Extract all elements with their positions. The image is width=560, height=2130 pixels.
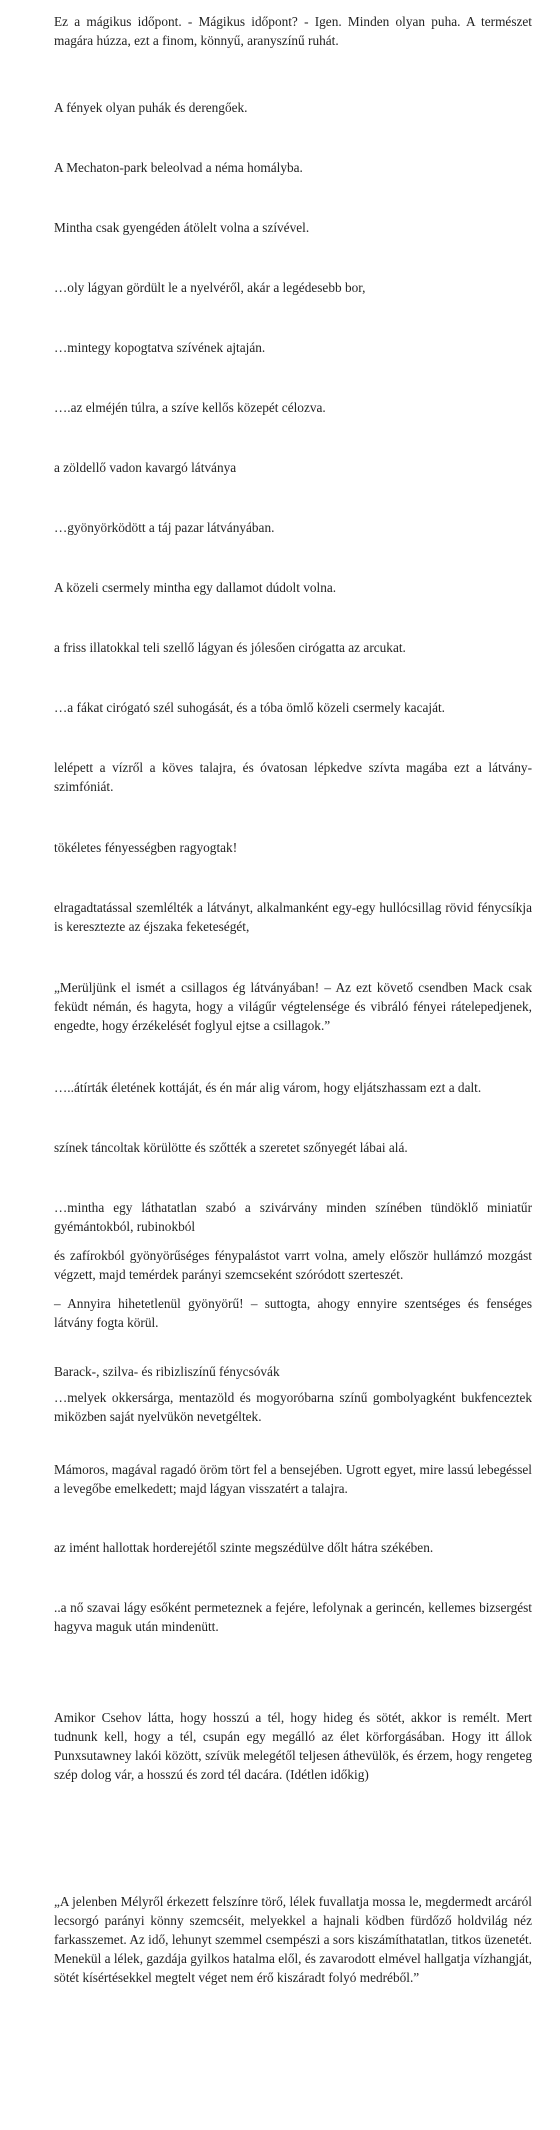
paragraph-19: …mintha egy láthatatlan szabó a szivárvány minden színében tündöklő miniatűr gyémántokból, rubinokból	[54, 1200, 532, 1234]
paragraph-4: Mintha csak gyengéden átölelt volna a szívével.	[54, 220, 310, 235]
paragraph-25: az imént hallottak horderejétől szinte megszédülve dőlt hátra székében.	[54, 1540, 434, 1555]
paragraph-11: a friss illatokkal teli szellő lágyan és jólesően cirógatta az arcukat.	[54, 640, 406, 655]
paragraph-7: ….az elméjén túlra, a szíve kellős közepét célozva.	[54, 400, 326, 415]
paragraph-27: Amikor Csehov látta, hogy hosszú a tél, hogy hideg és sötét, akkor is remélt. Mert tudnunk kell, hogy a tél, csupán egy megálló az élet körforgásában. Hogy itt állok Punxsutawney lakói között, szívük melegétől teljesen áthevülök, és érzem, hogy rengeteg szép dolog vár, a hosszú és zord tél dacára. (Idétlen időkig)	[54, 1710, 532, 1782]
paragraph-3: A Mechaton-park beleolvad a néma homályba.	[54, 160, 303, 175]
paragraph-21: – Annyira hihetetlenül gyönyörű! – suttogta, ahogy ennyire szentséges és fenséges látvány fogta körül.	[54, 1296, 532, 1330]
paragraph-26: ..a nő szavai lágy esőként permeteznek a fejére, lefolynak a gerincén, kellemes bizsergést hagyva maguk után mindenütt.	[54, 1600, 532, 1634]
paragraph-17: …..átírták életének kottáját, és én már alig várom, hogy eljátszhassam ezt a dalt.	[54, 1080, 482, 1095]
paragraph-23: …melyek okkersárga, mentazöld és mogyoróbarna színű gombolyagként bukfenceztek miközben saját nyelvükön nevetgéltek.	[54, 1390, 532, 1424]
paragraph-9: …gyönyörködött a táj pazar látványában.	[54, 520, 275, 535]
paragraph-5: …oly lágyan gördült le a nyelvéről, akár a legédesebb bor,	[54, 280, 366, 295]
paragraph-16: „Merüljünk el ismét a csillagos ég látványában! – Az ezt követő csendben Mack csak feküdt némán, és hagyta, hogy a világűr végtelensége és vibráló fényei rátelepedjenek, engedte, hogy érzékelését foglyul ejtse a csillagok.”	[54, 980, 532, 1033]
paragraph-1: Ez a mágikus időpont. - Mágikus időpont? - Igen. Minden olyan puha. A természet magára húzza, ezt a finom, könnyű, aranyszínű ruhát.	[54, 14, 532, 48]
paragraph-20: és zafírokból gyönyörűséges fénypalástot varrt volna, amely először hullámzó mozgást végzett, majd temérdek parányi szemcseként szóródott szerteszét.	[54, 1248, 532, 1282]
paragraph-2: A fények olyan puhák és derengőek.	[54, 100, 248, 115]
paragraph-14: tökéletes fényességben ragyogtak!	[54, 840, 238, 855]
paragraph-15: elragadtatással szemlélték a látványt, alkalmanként egy-egy hullócsillag rövid fénycsíkja is keresztezte az éjszaka feketeségét,	[54, 900, 532, 934]
paragraph-12: …a fákat cirógató szél suhogását, és a tóba ömlő közeli csermely kacaját.	[54, 700, 445, 715]
paragraph-24: Mámoros, magával ragadó öröm tört fel a bensejében. Ugrott egyet, mire lassú lebegéssel a levegőbe emelkedett; majd lágyan visszatért a talajra.	[54, 1462, 532, 1496]
paragraph-8: a zöldellő vadon kavargó látványa	[54, 460, 237, 475]
paragraph-6: …mintegy kopogtatva szívének ajtaján.	[54, 340, 266, 355]
paragraph-13: lelépett a vízről a köves talajra, és óvatosan lépkedve szívta magába ezt a látvány-szimfóniát.	[54, 760, 532, 794]
paragraph-28: „A jelenben Mélyről érkezett felszínre törő, lélek fuvallatja mossa le, megdermedt arcáról lecsorgó parányi könny szemcséit, melyekkel a hajnali ködben fürdőző holdvilág néz farkasszemet. Az idő, lehunyt szemmel csempészi a sors kiszámíthatatlan, titkos üzenetét. Menekül a lélek, gazdája gyilkos hatalma elől, és zavarodott elmével hallgatja vízhangját, sötét kísértésekkel megtelt véget nem érő kiszáradt folyó medréből.”	[54, 1894, 532, 1985]
paragraph-22: Barack-, szilva- és ribizliszínű fénycsóvák	[54, 1364, 280, 1379]
paragraph-10: A közeli csermely mintha egy dallamot dúdolt volna.	[54, 580, 337, 595]
paragraph-18: színek táncoltak körülötte és szőtték a szeretet szőnyegét lábai alá.	[54, 1140, 408, 1155]
